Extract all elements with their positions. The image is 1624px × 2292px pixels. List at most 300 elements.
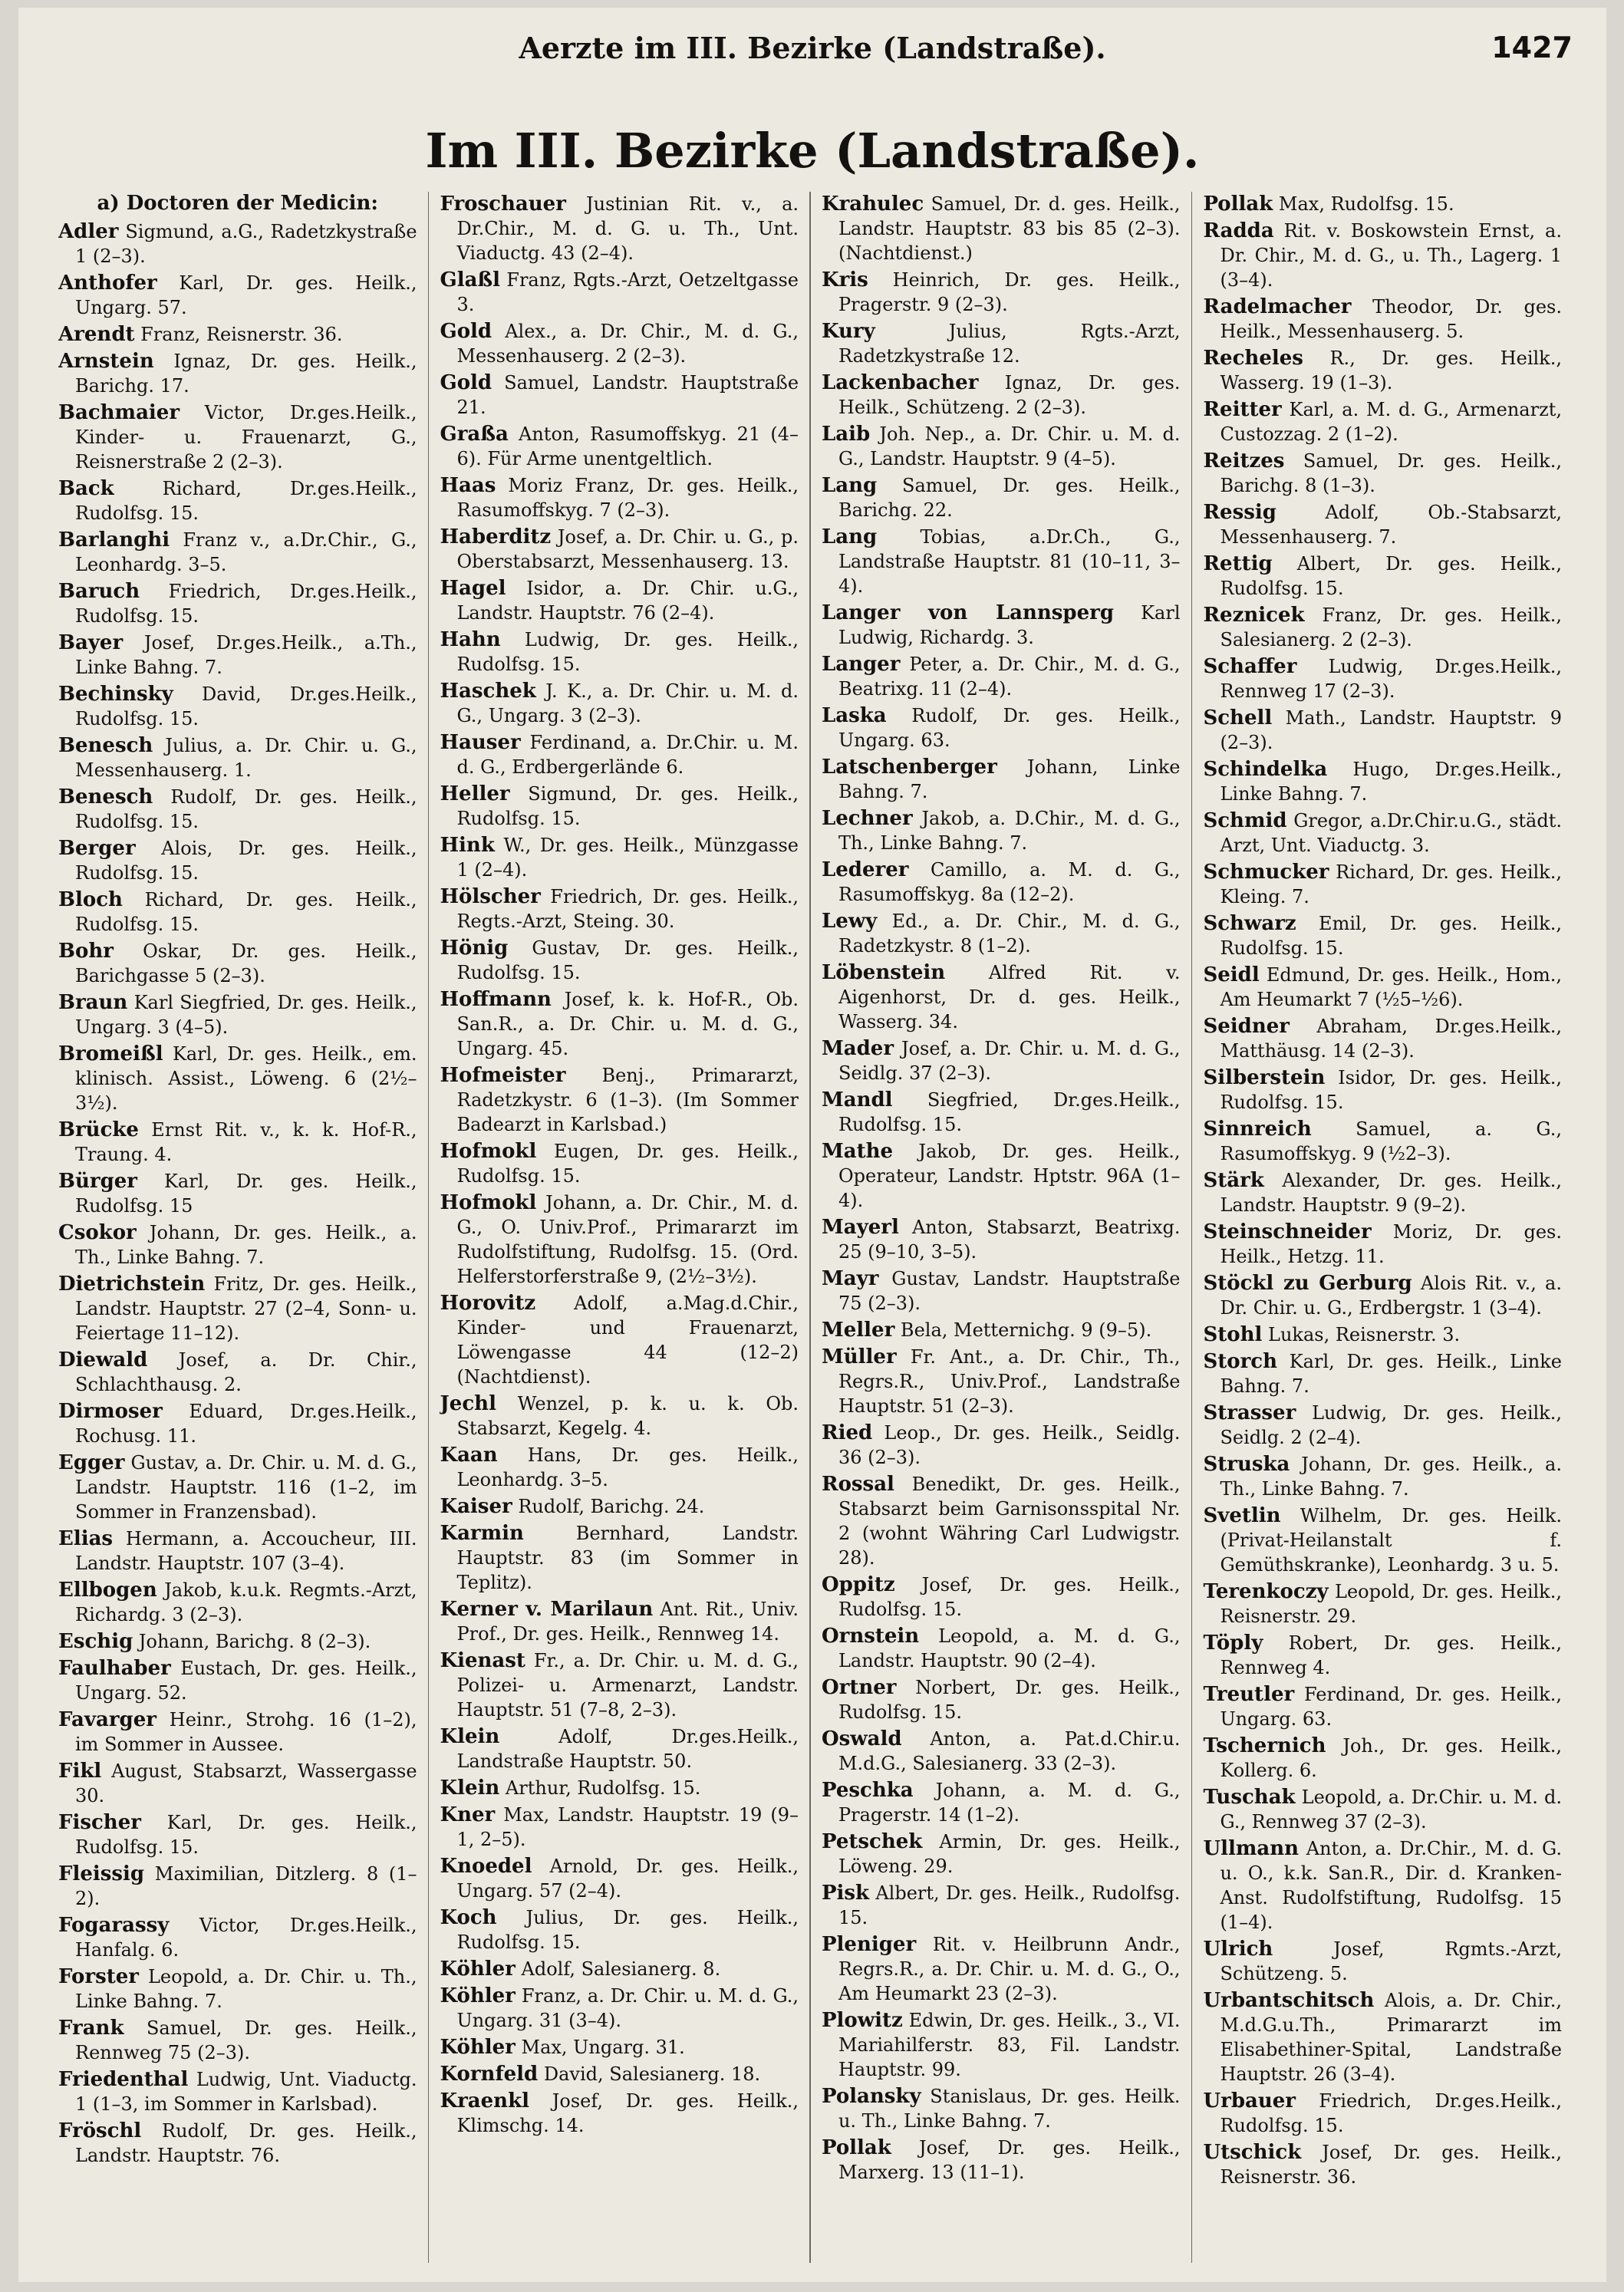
directory-entry bbox=[58, 2016, 417, 2065]
physician-details: Victor, Dr.ges.Heilk., Hanfalg. 6. bbox=[75, 1915, 417, 1961]
directory-entry bbox=[822, 2084, 1181, 2133]
physician-details: Johann, a. M. d. G., Pragerstr. 14 (1–2). bbox=[838, 1780, 1181, 1826]
physician-name: Hahn bbox=[440, 628, 501, 651]
directory-entry bbox=[58, 1118, 417, 1167]
physician-details: Ludwig, Dr. ges. Heilk., Seidlg. 2 (2–4). bbox=[1220, 1402, 1562, 1448]
physician-name: Polansky bbox=[821, 2085, 921, 2108]
section-title: a) Doctoren der Medicin: bbox=[97, 192, 379, 215]
directory-entry bbox=[1203, 1734, 1562, 1783]
physician-name: Ullmann bbox=[1203, 1837, 1300, 1860]
physician-name: Bromeißl bbox=[58, 1042, 163, 1065]
directory-entry bbox=[1203, 911, 1562, 960]
physician-name: Hagel bbox=[440, 577, 506, 600]
directory-entry bbox=[440, 370, 799, 420]
physician-details: Anton, Rasumoffskyg. 21 (4–6). Für Arme unentgeltlich. bbox=[456, 423, 799, 469]
directory-entry bbox=[440, 987, 799, 1061]
physician-name: Bloch bbox=[58, 888, 123, 911]
physician-details: Arthur, Rudolfsg. 15. bbox=[499, 1777, 701, 1799]
physician-details: Benj., Primararzt, Radetzkystr. 6 (1–3). (Im Sommer Badearzt in Karlsbad.) bbox=[456, 1065, 799, 1135]
directory-entry bbox=[822, 909, 1181, 958]
physician-details: Max, Ungarg. 31. bbox=[515, 2037, 685, 2058]
directory-entry bbox=[822, 1881, 1181, 1930]
physician-name: Struska bbox=[1203, 1453, 1290, 1476]
physician-details: Josef, Dr. ges. Heilk., Klimschg. 14. bbox=[456, 2090, 799, 2136]
physician-name: Bürger bbox=[58, 1170, 137, 1193]
directory-entry bbox=[440, 1190, 799, 1289]
physician-name: Latschenberger bbox=[821, 756, 997, 779]
directory-entry bbox=[58, 476, 417, 525]
physician-details: Sigmund, Dr. ges. Heilk., Rudolfsg. 15. bbox=[456, 783, 799, 829]
physician-name: Anthofer bbox=[58, 272, 157, 295]
directory-entry bbox=[58, 528, 417, 577]
physician-details: Karl Ludwig, Richardg. 3. bbox=[838, 602, 1181, 648]
physician-details: Franz, Reisnerstr. 36. bbox=[134, 324, 343, 345]
physician-details: Joh., Dr. ges. Heilk., Kollerg. 6. bbox=[1220, 1735, 1562, 1781]
physician-name: Kaiser bbox=[440, 1495, 512, 1518]
physician-details: Samuel, Dr. ges. Heilk., Rennweg 75 (2–3). bbox=[75, 2017, 417, 2063]
physician-name: Köhler bbox=[440, 1984, 516, 2007]
physician-name: Schell bbox=[1203, 706, 1273, 729]
column-divider bbox=[809, 192, 811, 2263]
physician-details: Josef, Dr. ges. Heilk., Marxerg. 13 (11–1). bbox=[838, 2137, 1181, 2183]
physician-name: Lang bbox=[821, 525, 878, 548]
physician-name: Ulrich bbox=[1203, 1938, 1273, 1961]
physician-name: Mandl bbox=[821, 1088, 893, 1111]
directory-entry bbox=[1203, 1631, 1562, 1680]
physician-details: Lukas, Reisnerstr. 3. bbox=[1262, 1324, 1461, 1345]
directory-entry bbox=[58, 1220, 417, 1269]
physician-details: Anton, a. Dr.Chir., M. d. G. u. O., k.k. San.R., Dir. d. Kranken-Anst. Rudolfstiftung, Rudolfsg. 15 (1–4). bbox=[1220, 1838, 1562, 1933]
physician-name: Fikl bbox=[58, 1760, 102, 1783]
directory-page bbox=[18, 8, 1606, 2282]
physician-details: Anton, Stabsarzt, Beatrixg. 25 (9–10, 3–5). bbox=[838, 1217, 1181, 1263]
physician-details: Alexander, Dr. ges. Heilk., Landstr. Hauptstr. 9 (9–2). bbox=[1220, 1170, 1562, 1216]
physician-name: Back bbox=[58, 477, 114, 500]
directory-entry bbox=[440, 884, 799, 934]
physician-details: David, Salesianerg. 18. bbox=[538, 2063, 761, 2085]
directory-entry bbox=[58, 785, 417, 834]
directory-entry bbox=[440, 1724, 799, 1773]
directory-entry bbox=[822, 601, 1181, 650]
physician-details: Math., Landstr. Hauptstr. 9 (2–3). bbox=[1220, 707, 1562, 753]
physician-details: Ludwig, Dr. ges. Heilk., Rudolfsg. 15. bbox=[456, 629, 799, 675]
directory-entry bbox=[58, 1810, 417, 1859]
directory-entry bbox=[1203, 1937, 1562, 1986]
physician-details: Samuel, Dr. ges. Heilk., Barichg. 22. bbox=[838, 475, 1181, 521]
running-title: Aerzte im III. Bezirke (Landstraße). bbox=[519, 31, 1106, 65]
directory-entry bbox=[440, 1063, 799, 1137]
physician-details: Maximilian, Ditzlerg. 8 (1–2). bbox=[75, 1863, 417, 1909]
physician-name: Radda bbox=[1203, 219, 1274, 242]
physician-name: Reitter bbox=[1203, 398, 1282, 421]
physician-details: Hans, Dr. ges. Heilk., Leonhardg. 3–5. bbox=[456, 1444, 799, 1490]
physician-details: Karl, Dr. ges. Heilk., Ungarg. 57. bbox=[75, 272, 417, 318]
physician-details: Justinian Rit. v., a. Dr.Chir., M. d. G. u. Th., Unt. Viaductg. 43 (2–4). bbox=[456, 193, 799, 264]
directory-entry bbox=[822, 2008, 1181, 2082]
physician-details: Ignaz, Dr. ges. Heilk., Schützeng. 2 (2–3). bbox=[838, 372, 1181, 418]
directory-entry bbox=[1203, 808, 1562, 858]
physician-name: Schaffer bbox=[1203, 655, 1297, 678]
physician-name: Braun bbox=[58, 991, 128, 1014]
physician-name: Schwarz bbox=[1203, 912, 1296, 935]
directory-entry bbox=[58, 682, 417, 731]
physician-details: Max, Landstr. Hauptstr. 19 (9–1, 2–5). bbox=[456, 1804, 799, 1850]
physician-details: Josef, Dr. ges. Heilk., Rudolfsg. 15. bbox=[838, 1574, 1181, 1620]
directory-entry bbox=[822, 1036, 1181, 1085]
physician-details: Eustach, Dr. ges. Heilk., Ungarg. 52. bbox=[75, 1658, 417, 1704]
physician-details: Franz, a. Dr. Chir. u. M. d. G., Ungarg. 31 (3–4). bbox=[456, 1985, 799, 2031]
directory-entry bbox=[440, 2062, 799, 2086]
physician-details: Gustav, a. Dr. Chir. u. M. d. G., Landstr. Hauptstr. 116 (1–2, im Sommer in Franzensbad). bbox=[75, 1452, 417, 1523]
directory-entry bbox=[822, 525, 1181, 598]
physician-details: Karl, a. M. d. G., Armenarzt, Custozzag. 2 (1–2). bbox=[1220, 399, 1562, 445]
physician-details: Edwin, Dr. ges. Heilk., 3., VI. Mariahilferstr. 83, Fil. Landstr. Hauptstr. 99. bbox=[838, 2010, 1181, 2080]
directory-entry bbox=[58, 733, 417, 782]
directory-entry bbox=[440, 1597, 799, 1646]
physician-details: Jakob, a. D.Chir., M. d. G., Th., Linke Bahng. 7. bbox=[838, 808, 1181, 854]
physician-details: Bela, Metternichg. 9 (9–5). bbox=[894, 1319, 1152, 1341]
directory-entry bbox=[1203, 1579, 1562, 1628]
directory-entry bbox=[822, 1675, 1181, 1724]
directory-entry bbox=[58, 1656, 417, 1705]
physician-details: Wilhelm, Dr. ges. Heilk. (Privat-Heilanstalt f. Gemüthskranke), Leonhardg. 3 u. 5. bbox=[1220, 1505, 1562, 1576]
physician-details: David, Dr.ges.Heilk., Rudolfsg. 15. bbox=[75, 683, 417, 729]
physician-details: Karl, Dr. ges. Heilk., Rudolfsg. 15 bbox=[75, 1171, 417, 1217]
physician-details: Gustav, Dr. ges. Heilk., Rudolfsg. 15. bbox=[456, 937, 799, 983]
physician-details: Karl, Dr. ges. Heilk., em. klinisch. Assist., Löweng. 6 (2½–3½). bbox=[75, 1043, 417, 1114]
physician-details: Johann, Barichg. 8 (2–3). bbox=[133, 1631, 371, 1652]
directory-entry bbox=[58, 271, 417, 320]
physician-name: Hofmokl bbox=[440, 1140, 537, 1163]
physician-name: Bechinsky bbox=[58, 683, 173, 706]
physician-name: Fischer bbox=[58, 1811, 141, 1834]
physician-name: Pollak bbox=[1203, 193, 1273, 216]
page-title: Im III. Bezirke (Landstraße). bbox=[425, 123, 1200, 179]
physician-details: Friedrich, Dr. ges. Heilk., Regts.-Arzt, Steing. 30. bbox=[456, 886, 799, 932]
physician-details: Franz, Dr. ges. Heilk., Salesianerg. 2 (2–3). bbox=[1220, 604, 1562, 650]
directory-entry bbox=[822, 1572, 1181, 1622]
physician-name: Ortner bbox=[821, 1676, 897, 1699]
physician-name: Utschick bbox=[1203, 2141, 1302, 2164]
physician-details: Samuel, a. G., Rasumoffskyg. 9 (½2–3). bbox=[1220, 1118, 1562, 1164]
directory-entry bbox=[440, 1391, 799, 1441]
directory-entry bbox=[1203, 1065, 1562, 1115]
directory-entry bbox=[822, 1624, 1181, 1673]
physician-name: Ellbogen bbox=[58, 1579, 157, 1602]
directory-entry bbox=[58, 349, 417, 398]
directory-entry bbox=[822, 422, 1181, 471]
physician-name: Strasser bbox=[1203, 1401, 1296, 1424]
physician-name: Laska bbox=[821, 704, 887, 727]
physician-name: Heller bbox=[440, 782, 510, 805]
directory-entry bbox=[1203, 2140, 1562, 2189]
physician-details: Eugen, Dr. ges. Heilk., Rudolfsg. 15. bbox=[456, 1141, 799, 1187]
physician-name: Hönig bbox=[440, 937, 509, 960]
physician-name: Haschek bbox=[440, 680, 536, 703]
physician-name: Silberstein bbox=[1203, 1066, 1326, 1089]
physician-name: Meller bbox=[821, 1319, 895, 1342]
physician-name: Graßa bbox=[440, 423, 509, 446]
physician-details: Adolf, a.Mag.d.Chir., Kinder- und Frauenarzt, Löwengasse 44 (12–2) (Nachtdienst). bbox=[456, 1293, 799, 1388]
directory-entry bbox=[58, 2119, 417, 2168]
physician-name: Oppitz bbox=[821, 1573, 895, 1596]
physician-name: Reitzes bbox=[1203, 450, 1285, 473]
physician-details: Josef, k. k. Hof-R., Ob. San.R., a. Dr. Chir. u. M. d. G., Ungarg. 45. bbox=[456, 989, 799, 1059]
physician-details: Alois Rit. v., a. Dr. Chir. u. G., Erdbergstr. 1 (3–4). bbox=[1220, 1273, 1562, 1319]
directory-entry bbox=[440, 627, 799, 677]
physician-name: Pollak bbox=[821, 2136, 891, 2159]
physician-details: Josef, Dr. ges. Heilk., Reisnerstr. 36. bbox=[1220, 2142, 1562, 2188]
directory-entry bbox=[1203, 603, 1562, 652]
physician-details: Leopold, a. M. d. G., Landstr. Hauptstr. 90 (2–4). bbox=[838, 1625, 1181, 1671]
physician-name: Hoffmann bbox=[440, 988, 552, 1011]
directory-entry bbox=[58, 400, 417, 474]
physician-name: Eschig bbox=[58, 1630, 133, 1653]
directory-entry bbox=[1203, 1271, 1562, 1320]
directory-entry bbox=[58, 1629, 417, 1654]
physician-name: Jechl bbox=[440, 1392, 496, 1415]
physician-name: Sinnreich bbox=[1203, 1118, 1312, 1141]
physician-details: Ed., a. Dr. Chir., M. d. G., Radetzkystr. 8 (1–2). bbox=[838, 911, 1181, 957]
physician-details: Gustav, Landstr. Hauptstraße 75 (2–3). bbox=[838, 1268, 1181, 1314]
directory-entry bbox=[58, 1913, 417, 1962]
physician-details: Josef, a. Dr. Chir., Schlachthausg. 2. bbox=[75, 1349, 417, 1395]
physician-details: Ludwig, Unt. Viaductg. 1 (1–3, im Sommer in Karlsbad). bbox=[75, 2069, 417, 2115]
physician-name: Laib bbox=[821, 423, 871, 446]
physician-name: Horovitz bbox=[440, 1292, 536, 1315]
physician-details: Samuel, Dr. d. ges. Heilk., Landstr. Hauptstr. 83 bis 85 (2–3). (Nachtdienst.) bbox=[838, 193, 1181, 264]
physician-details: Josef, Dr.ges.Heilk., a.Th., Linke Bahng. 7. bbox=[75, 632, 417, 678]
physician-name: Rossal bbox=[821, 1473, 894, 1496]
directory-entry bbox=[58, 219, 417, 268]
directory-entry bbox=[822, 1778, 1181, 1827]
physician-details: Samuel, Landstr. Hauptstraße 21. bbox=[456, 372, 799, 418]
directory-entry bbox=[1203, 1322, 1562, 1347]
directory-entry bbox=[440, 525, 799, 574]
physician-details: Rudolf, Barichg. 24. bbox=[512, 1496, 705, 1517]
directory-entry bbox=[822, 1472, 1181, 1570]
physician-details: Max, Rudolfsg. 15. bbox=[1273, 193, 1454, 215]
physician-name: Lewy bbox=[821, 910, 878, 933]
physician-name: Langer bbox=[821, 653, 901, 676]
physician-name: Fogarassy bbox=[58, 1914, 170, 1937]
physician-name: Mader bbox=[821, 1037, 894, 1060]
physician-details: Anton, a. Pat.d.Chir.u. M.d.G., Salesianerg. 33 (2–3). bbox=[838, 1728, 1181, 1774]
physician-details: Karl, Dr. ges. Heilk., Linke Bahng. 7. bbox=[1220, 1351, 1562, 1397]
physician-name: Brücke bbox=[58, 1118, 139, 1141]
physician-name: Peschka bbox=[821, 1779, 914, 1802]
physician-details: Franz v., a.Dr.Chir., G., Leonhardg. 3–5. bbox=[75, 529, 417, 575]
physician-name: Ried bbox=[821, 1421, 873, 1444]
physician-details: Johann, Dr. ges. Heilk., a. Th., Linke Bahng. 7. bbox=[1220, 1454, 1562, 1500]
physician-name: Fröschl bbox=[58, 2119, 142, 2142]
physician-details: Leop., Dr. ges. Heilk., Seidlg. 36 (2–3). bbox=[838, 1422, 1181, 1468]
directory-entry bbox=[440, 1139, 799, 1188]
physician-name: Kury bbox=[821, 320, 875, 343]
directory-entry bbox=[440, 1957, 799, 1981]
physician-name: Faulhaber bbox=[58, 1657, 171, 1680]
physician-name: Elias bbox=[58, 1527, 114, 1550]
physician-name: Müller bbox=[821, 1345, 897, 1368]
directory-entry bbox=[58, 1759, 417, 1808]
directory-entry bbox=[1203, 757, 1562, 806]
directory-entry bbox=[822, 960, 1181, 1034]
directory-entry bbox=[440, 1854, 799, 1903]
physician-name: Langer von Lannsperg bbox=[821, 601, 1114, 624]
physician-name: Mayerl bbox=[821, 1216, 899, 1239]
directory-entry bbox=[822, 1345, 1181, 1418]
physician-details: Karl Siegfried, Dr. ges. Heilk., Ungarg. 3 (4–5). bbox=[75, 992, 417, 1038]
directory-entry bbox=[1203, 1785, 1562, 1834]
directory-entry bbox=[822, 755, 1181, 804]
directory-entry bbox=[1203, 2089, 1562, 2138]
physician-name: Radelmacher bbox=[1203, 295, 1352, 318]
physician-details: Arnold, Dr. ges. Heilk., Ungarg. 57 (2–4). bbox=[456, 1856, 799, 1902]
physician-details: W., Dr. ges. Heilk., Münzgasse 1 (2–4). bbox=[456, 835, 799, 881]
directory-entry bbox=[58, 1578, 417, 1627]
physician-details: Theodor, Dr. ges. Heilk., Messenhauserg. 5. bbox=[1220, 296, 1562, 342]
physician-details: Hugo, Dr.ges.Heilk., Linke Bahng. 7. bbox=[1220, 759, 1562, 805]
physician-name: Benesch bbox=[58, 734, 153, 757]
directory-entry bbox=[58, 1399, 417, 1448]
physician-name: Ornstein bbox=[821, 1625, 920, 1648]
physician-details: August, Stabsarzt, Wassergasse 30. bbox=[75, 1760, 417, 1806]
physician-name: Gold bbox=[440, 320, 492, 343]
physician-details: Stanislaus, Dr. ges. Heilk. u. Th., Linke Bahng. 7. bbox=[838, 2086, 1181, 2132]
physician-name: Bohr bbox=[58, 940, 114, 963]
directory-entry bbox=[58, 1272, 417, 1345]
physician-details: Alois, a. Dr. Chir., M.d.G.u.Th., Primararzt im Elisabethiner-Spital, Landstraße Hauptstr. 26 (3–4). bbox=[1220, 1990, 1562, 2085]
physician-details: Ferdinand, Dr. ges. Heilk., Ungarg. 63. bbox=[1220, 1684, 1562, 1730]
directory-entry bbox=[1203, 1349, 1562, 1398]
directory-entry bbox=[822, 1727, 1181, 1776]
physician-details: Heinrich, Dr. ges. Heilk., Pragerstr. 9 (2–3). bbox=[838, 269, 1181, 315]
physician-name: Terenkoczy bbox=[1203, 1580, 1329, 1603]
directory-entry bbox=[822, 268, 1181, 317]
physician-details: Emil, Dr. ges. Heilk., Rudolfsg. 15. bbox=[1220, 913, 1562, 959]
physician-details: Leopold, a. Dr.Chir. u. M. d. G., Rennweg 37 (2–3). bbox=[1220, 1787, 1562, 1833]
physician-details: Isidor, a. Dr. Chir. u.G., Landstr. Hauptstr. 76 (2–4). bbox=[456, 578, 799, 624]
physician-name: Urbauer bbox=[1203, 2089, 1296, 2113]
directory-entry bbox=[1203, 346, 1562, 395]
directory-entry bbox=[440, 1984, 799, 2033]
physician-name: Köhler bbox=[440, 1958, 516, 1981]
directory-entry bbox=[440, 473, 799, 522]
directory-entry bbox=[1203, 1401, 1562, 1450]
physician-details: Josef, Rgmts.-Arzt, Schützeng. 5. bbox=[1220, 1938, 1562, 1984]
directory-entry bbox=[1203, 1014, 1562, 1063]
physician-details: Adolf, Dr.ges.Heilk., Landstraße Hauptstr. 50. bbox=[456, 1726, 799, 1772]
physician-name: Gold bbox=[440, 371, 492, 394]
directory-entry bbox=[440, 2089, 799, 2138]
physician-name: Koch bbox=[440, 1906, 497, 1929]
directory-entry bbox=[1203, 963, 1562, 1012]
physician-name: Friedenthal bbox=[58, 2068, 189, 2091]
directory-entry bbox=[822, 806, 1181, 855]
physician-details: Victor, Dr.ges.Heilk., Kinder- u. Frauenarzt, G., Reisnerstraße 2 (2–3). bbox=[75, 402, 417, 473]
physician-name: Favarger bbox=[58, 1708, 156, 1731]
column-3 bbox=[822, 192, 1181, 2263]
physician-details: Sigmund, a.G., Radetzkystraße 1 (2–3). bbox=[75, 221, 417, 267]
physician-details: Jakob, k.u.k. Regmts.-Arzt, Richardg. 3 (2–3). bbox=[75, 1579, 417, 1625]
physician-details: Peter, a. Dr. Chir., M. d. G., Beatrixg. 11 (2–4). bbox=[838, 654, 1181, 700]
physician-details: Rudolf, Dr. ges. Heilk., Landstr. Hauptstr. 76. bbox=[75, 2120, 417, 2166]
physician-name: Arendt bbox=[58, 323, 135, 346]
directory-entry bbox=[440, 192, 799, 265]
physician-details: Ant. Rit., Univ. Prof., Dr. ges. Heilk., Rennweg 14. bbox=[456, 1599, 799, 1645]
physician-details: J. K., a. Dr. Chir. u. M. d. G., Ungarg. 3 (2–3). bbox=[456, 680, 799, 726]
physician-details: Isidor, Dr. ges. Heilk., Rudolfsg. 15. bbox=[1220, 1067, 1562, 1113]
column-2 bbox=[440, 192, 799, 2263]
physician-name: Hölscher bbox=[440, 885, 541, 908]
directory-entry bbox=[58, 1451, 417, 1524]
physician-details: Leopold, a. Dr. Chir. u. Th., Linke Bahng. 7. bbox=[75, 1966, 417, 2012]
directory-entry bbox=[58, 1042, 417, 1115]
physician-details: Eduard, Dr.ges.Heilk., Rochusg. 11. bbox=[75, 1401, 417, 1447]
directory-entry bbox=[1203, 1682, 1562, 1731]
physician-details: Friedrich, Dr.ges.Heilk., Rudolfsg. 15. bbox=[75, 581, 417, 627]
directory-entry bbox=[1203, 1168, 1562, 1217]
physician-name: Kris bbox=[821, 268, 868, 291]
physician-details: Norbert, Dr. ges. Heilk., Rudolfsg. 15. bbox=[838, 1677, 1181, 1723]
physician-details: Richard, Dr.ges.Heilk., Rudolfsg. 15. bbox=[75, 478, 417, 524]
directory-entry bbox=[1203, 552, 1562, 601]
directory-entry bbox=[440, 576, 799, 625]
physician-name: Dietrichstein bbox=[58, 1273, 206, 1296]
physician-name: Pisk bbox=[821, 1882, 870, 1905]
physician-name: Krahulec bbox=[821, 193, 924, 216]
physician-details: Albert, Dr. ges. Heilk., Rudolfsg. 15. bbox=[838, 1882, 1181, 1928]
directory-entry bbox=[822, 473, 1181, 522]
physician-details: Wenzel, p. k. u. k. Ob. Stabsarzt, Kegelg. 4. bbox=[456, 1393, 799, 1439]
directory-entry bbox=[1203, 706, 1562, 755]
physician-name: Kienast bbox=[440, 1649, 525, 1672]
physician-name: Haas bbox=[440, 474, 496, 497]
physician-details: Robert, Dr. ges. Heilk., Rennweg 4. bbox=[1220, 1632, 1562, 1678]
physician-name: Lechner bbox=[821, 807, 913, 830]
directory-entry bbox=[58, 631, 417, 680]
directory-entry bbox=[440, 1291, 799, 1389]
physician-details: Rit. v. Heilbrunn Andr., Regrs.R., a. Dr. Chir. u. M. d. G., O., Am Heumarkt 23 (2–3). bbox=[838, 1934, 1181, 2004]
directory-entry bbox=[440, 319, 799, 368]
physician-name: Seidner bbox=[1203, 1015, 1290, 1038]
directory-entry bbox=[1203, 1503, 1562, 1577]
physician-name: Petschek bbox=[821, 1830, 923, 1853]
physician-details: Rudolf, Dr. ges. Heilk., Rudolfsg. 15. bbox=[75, 786, 417, 832]
directory-entry bbox=[822, 858, 1181, 907]
directory-entry bbox=[1203, 1836, 1562, 1935]
physician-name: Treutler bbox=[1203, 1683, 1295, 1706]
physician-details: Julius, Rgts.-Arzt, Radetzkystraße 12. bbox=[838, 321, 1181, 367]
physician-name: Kner bbox=[440, 1803, 496, 1826]
directory-entry bbox=[58, 990, 417, 1039]
physician-details: Friedrich, Dr.ges.Heilk., Rudolfsg. 15. bbox=[1220, 2090, 1562, 2136]
physician-details: R., Dr. ges. Heilk., Wasserg. 19 (1–3). bbox=[1220, 347, 1562, 394]
physician-details: Fr., a. Dr. Chir. u. M. d. G., Polizei- u. Armenarzt, Landstr. Hauptstr. 51 (7–8, 2–3). bbox=[456, 1650, 799, 1721]
physician-details: Bernhard, Landstr. Hauptstr. 83 (im Sommer in Teplitz). bbox=[456, 1523, 799, 1593]
physician-name: Baruch bbox=[58, 580, 140, 603]
directory-entry bbox=[822, 1088, 1181, 1137]
physician-name: Dirmoser bbox=[58, 1400, 163, 1423]
physician-details: Ludwig, Dr.ges.Heilk., Rennweg 17 (2–3). bbox=[1220, 656, 1562, 702]
directory-entry bbox=[822, 370, 1181, 420]
physician-name: Kraenkl bbox=[440, 2089, 529, 2113]
physician-name: Kaan bbox=[440, 1444, 498, 1467]
physician-name: Stohl bbox=[1203, 1323, 1263, 1346]
directory-entry bbox=[440, 1776, 799, 1800]
physician-details: Rit. v. Boskowstein Ernst, a. Dr. Chir., M. d. G., u. Th., Lagerg. 1 (3–4). bbox=[1220, 220, 1562, 291]
directory-entry bbox=[1203, 449, 1562, 498]
